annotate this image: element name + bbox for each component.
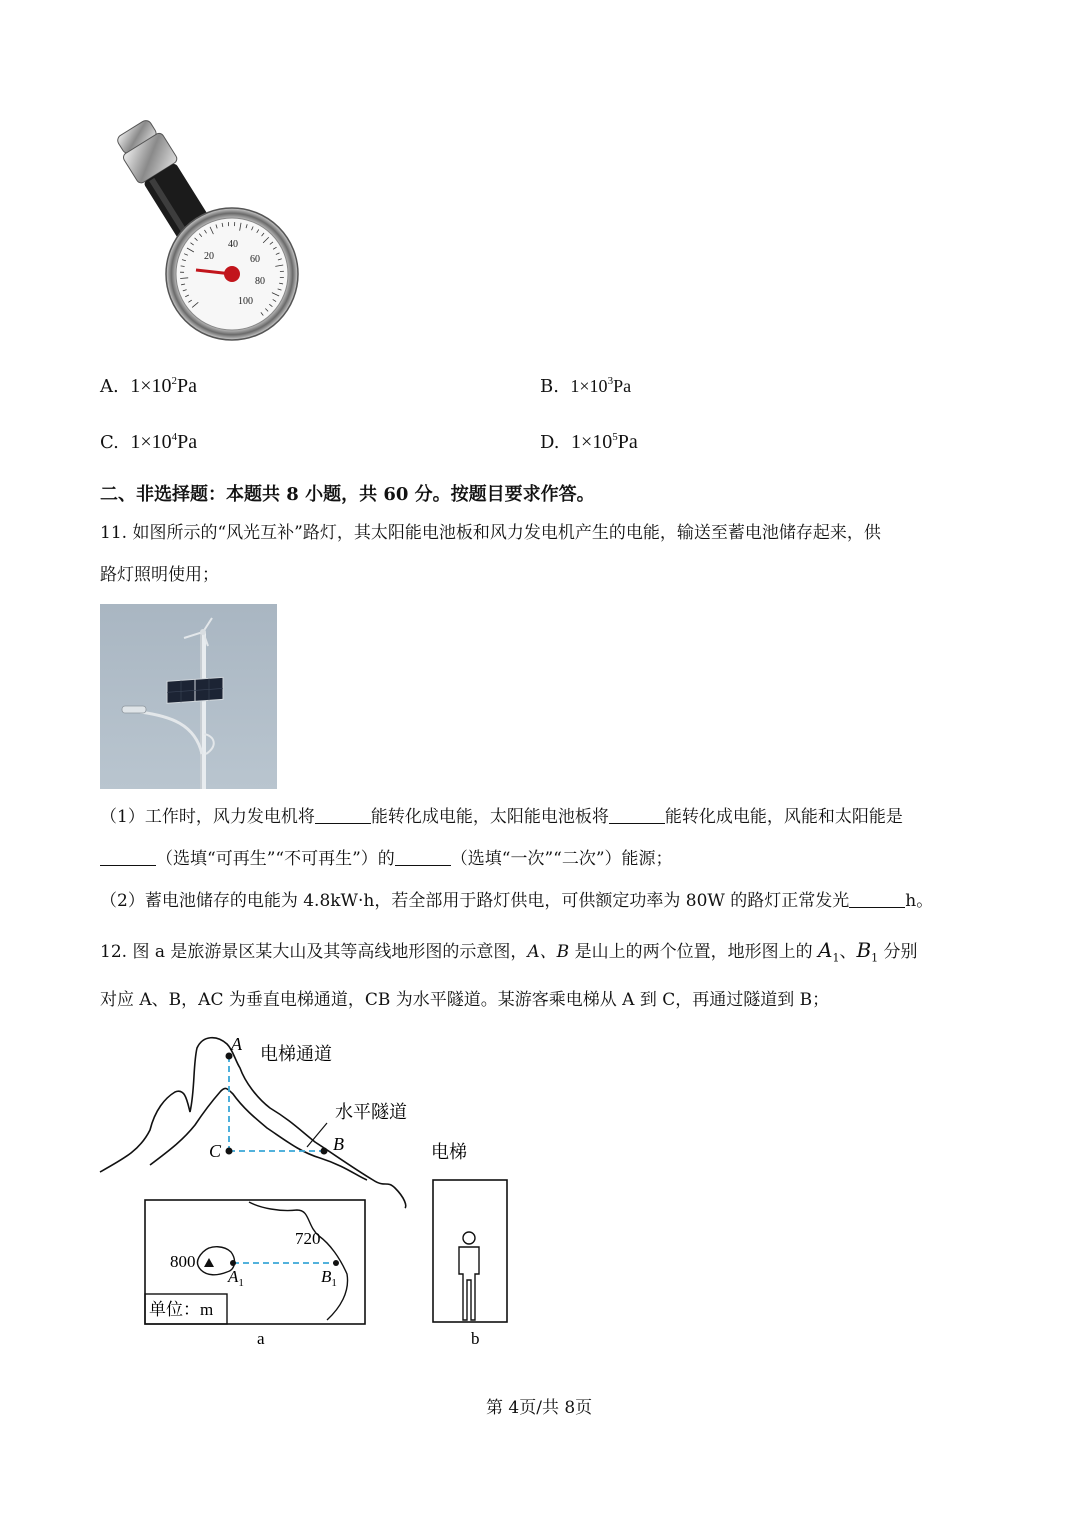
point-a-label: A	[231, 1034, 242, 1054]
option-c	[100, 431, 197, 454]
q12-text-i: 分别	[878, 942, 918, 962]
q12-b1-sub: 1	[871, 951, 879, 965]
q12-text-a: 12. 图 a 是旅游景区某大山及其等高线地形图的示意图，	[100, 942, 528, 962]
q12-a1-sub: 1	[832, 951, 840, 965]
q12-text-ab: A、B	[527, 942, 570, 962]
gauge-tick-40: 40	[228, 239, 238, 250]
elevator-shaft-label: 电梯通道	[260, 1044, 332, 1064]
section-heading	[100, 480, 595, 506]
gauge-tick-20: 20	[204, 251, 214, 262]
q11-part2-text-b: h。	[905, 891, 934, 911]
q12-text-c: 是山上的两个位置，地形图上的	[569, 942, 818, 962]
answer-blank-2[interactable]	[609, 809, 665, 824]
q11-part1-line-1	[100, 807, 903, 827]
q11-part1-line-2	[100, 849, 673, 869]
q11-line-2: 路灯照明使用；	[100, 565, 219, 585]
answer-blank-4[interactable]	[395, 851, 451, 866]
tire-pressure-gauge-photo	[100, 112, 315, 344]
point-b-label: B	[333, 1134, 344, 1154]
q11-part1-text-d: （选填“可再生”“不可再生”）的	[156, 849, 395, 869]
q11-part2	[100, 891, 933, 911]
option-a-letter: A.	[100, 376, 119, 397]
map-point-b1-label: $B_1$	[321, 1267, 337, 1289]
section-heading-count: 8	[286, 484, 299, 505]
q11-part1-text-b: 能转化成电能，太阳能电池板将	[370, 807, 609, 827]
contour-800-label: 800	[170, 1252, 196, 1271]
option-b-unit: Pa	[613, 376, 632, 396]
map-point-a1-label: $A_1$	[228, 1267, 244, 1289]
answer-blank-5[interactable]	[849, 893, 905, 908]
option-c-mantissa: 1×10	[130, 431, 172, 453]
option-d-mantissa: 1×10	[570, 431, 613, 453]
unit-label: 单位：m	[149, 1300, 214, 1319]
section-heading-text-2: 小题，共	[298, 484, 384, 505]
option-a	[100, 375, 197, 398]
gauge-tick-60: 60	[250, 254, 260, 265]
section-heading-text-3: 分。按题目要求作答。	[408, 484, 595, 505]
answer-blank-1[interactable]	[315, 809, 371, 824]
q11-part1-text-c: 能转化成电能，风能和太阳能是	[664, 807, 903, 827]
option-a-unit: Pa	[176, 375, 197, 397]
option-b-letter: B.	[540, 376, 559, 397]
q12-a1-letter: A	[817, 938, 833, 962]
q11-line-1: 11. 如图所示的“风光互补”路灯，其太阳能电池板和风力发电机产生的电能，输送至蓄电池储存起来，供	[100, 523, 881, 543]
q12-b1-letter: B	[856, 938, 872, 962]
option-d	[540, 431, 638, 454]
option-c-unit: Pa	[177, 431, 198, 453]
q11-part1-text-a: （1）工作时，风力发电机将	[100, 807, 315, 827]
option-d-letter: D.	[540, 432, 560, 453]
section-heading-text-1: 二、非选择题：本题共	[100, 484, 287, 505]
page-footer: 第 4页/共 8页	[486, 1398, 593, 1418]
option-a-exponent: 2	[171, 375, 177, 387]
wind-solar-street-light-photo	[100, 604, 277, 789]
q11-part1-text-e: （选填“一次”“二次”）能源；	[450, 849, 673, 869]
option-d-exponent: 5	[612, 431, 618, 443]
person-icon	[459, 1232, 479, 1320]
mountain-contour-figure	[95, 1030, 525, 1350]
answer-blank-3[interactable]	[100, 851, 156, 866]
q12-line-1	[100, 940, 918, 968]
section-heading-score: 60	[383, 484, 409, 505]
contour-720-label: 720	[295, 1229, 321, 1248]
q11-part2-text-a: （2）蓄电池储存的电能为 4.8kW·h，若全部用于路灯供电，可供额定功率为 80W 的路灯正常发光	[100, 891, 850, 911]
elevator-label: 电梯	[431, 1142, 467, 1162]
horizontal-tunnel-label: 水平隧道	[335, 1102, 407, 1122]
figure-a-caption: a	[257, 1329, 265, 1348]
q12-text-sep: 、	[839, 942, 857, 962]
option-d-unit: Pa	[617, 431, 638, 453]
option-c-letter: C.	[100, 432, 119, 453]
q12-line-2: 对应 A、B，AC 为垂直电梯通道，CB 为水平隧道。某游客乘电梯从 A 到 C，再通过隧道到 B；	[100, 990, 830, 1010]
point-c-label: C	[209, 1141, 222, 1161]
option-b	[540, 375, 631, 397]
gauge-tick-80: 80	[255, 276, 265, 287]
option-c-exponent: 4	[171, 431, 178, 443]
figure-b-caption: b	[471, 1329, 480, 1348]
option-b-mantissa: 1×10	[570, 376, 608, 396]
option-b-exponent: 3	[607, 375, 614, 387]
gauge-tick-100: 100	[238, 296, 253, 307]
option-a-mantissa: 1×10	[130, 375, 172, 397]
